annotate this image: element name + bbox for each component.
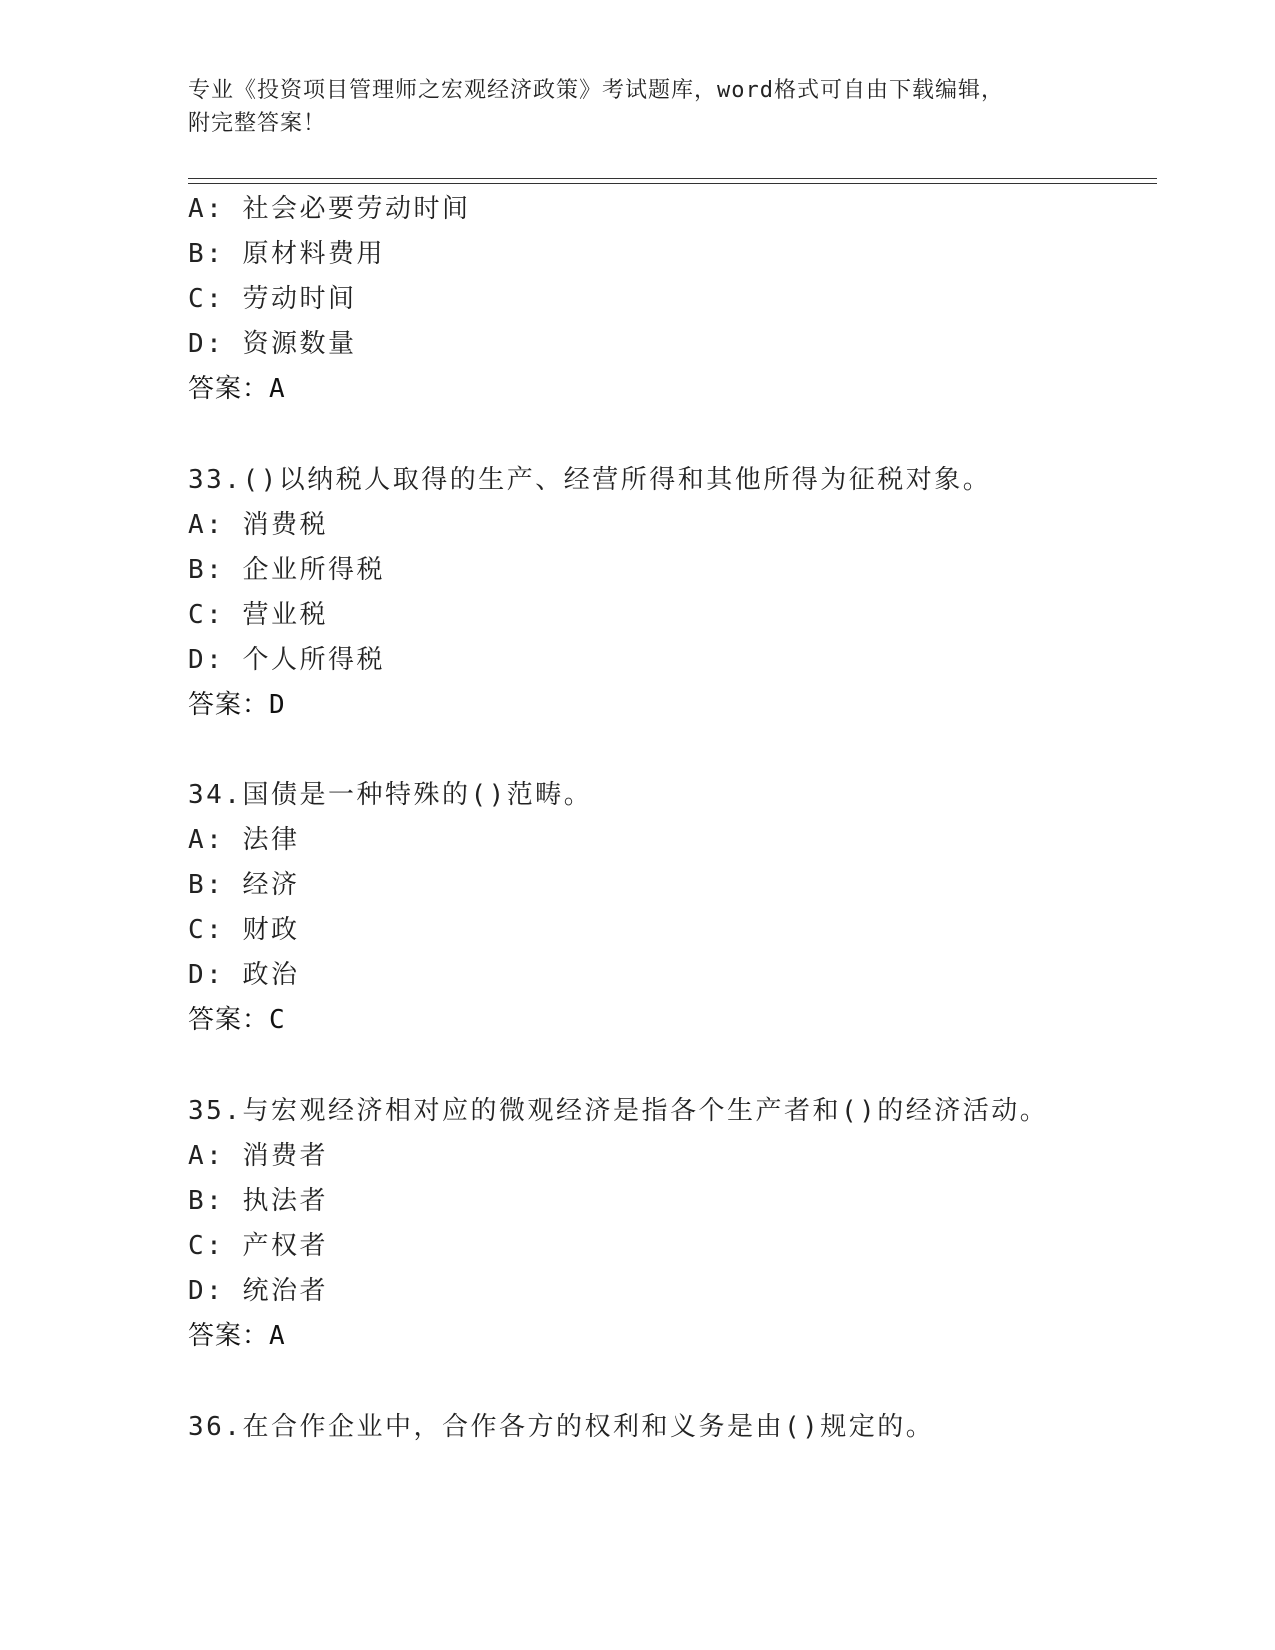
option-d: D: 统治者 [188, 1276, 328, 1306]
answer-value: A [269, 1321, 286, 1351]
answer-label: 答案： [188, 1005, 270, 1035]
answer-label: 答案： [188, 690, 270, 720]
option-d: D: 资源数量 [188, 329, 357, 359]
answer-line [188, 1319, 286, 1353]
answer-label: 答案： [188, 1321, 270, 1351]
header-line-2: 附完整答案！ [188, 111, 327, 136]
answer-value: C [269, 1005, 286, 1035]
option-d: D: 个人所得税 [188, 645, 385, 675]
answer-value: A [269, 374, 286, 404]
option-d: D: 政治 [188, 960, 300, 990]
answer-value: D [269, 690, 286, 720]
question-text: 35.与宏观经济相对应的微观经济是指各个生产者和()的经济活动。 [188, 1096, 1049, 1126]
document-header [188, 74, 1088, 140]
option-c: C: 劳动时间 [188, 284, 357, 314]
header-divider-top [188, 178, 1157, 179]
question-text: 33.()以纳税人取得的生产、经营所得和其他所得为征税对象。 [188, 465, 992, 495]
option-c: C: 产权者 [188, 1231, 328, 1261]
option-a: A: 消费税 [188, 510, 328, 540]
answer-line [188, 372, 286, 406]
option-a: A: 消费者 [188, 1141, 328, 1171]
answer-label: 答案： [188, 374, 270, 404]
option-a: A: 法律 [188, 825, 300, 855]
header-divider-bottom [188, 183, 1157, 184]
option-b: B: 执法者 [188, 1186, 328, 1216]
option-c: C: 营业税 [188, 600, 328, 630]
answer-line [188, 688, 286, 722]
option-b: B: 经济 [188, 870, 300, 900]
option-b: B: 原材料费用 [188, 239, 385, 269]
question-text: 34.国债是一种特殊的()范畴。 [188, 780, 593, 810]
option-a: A: 社会必要劳动时间 [188, 194, 471, 224]
option-c: C: 财政 [188, 915, 300, 945]
option-b: B: 企业所得税 [188, 555, 385, 585]
header-line-1: 专业《投资项目管理师之宏观经济政策》考试题库，word格式可自由下载编辑， [188, 78, 1004, 103]
question-text: 36.在合作企业中，合作各方的权利和义务是由()规定的。 [188, 1412, 935, 1442]
answer-line [188, 1003, 286, 1037]
